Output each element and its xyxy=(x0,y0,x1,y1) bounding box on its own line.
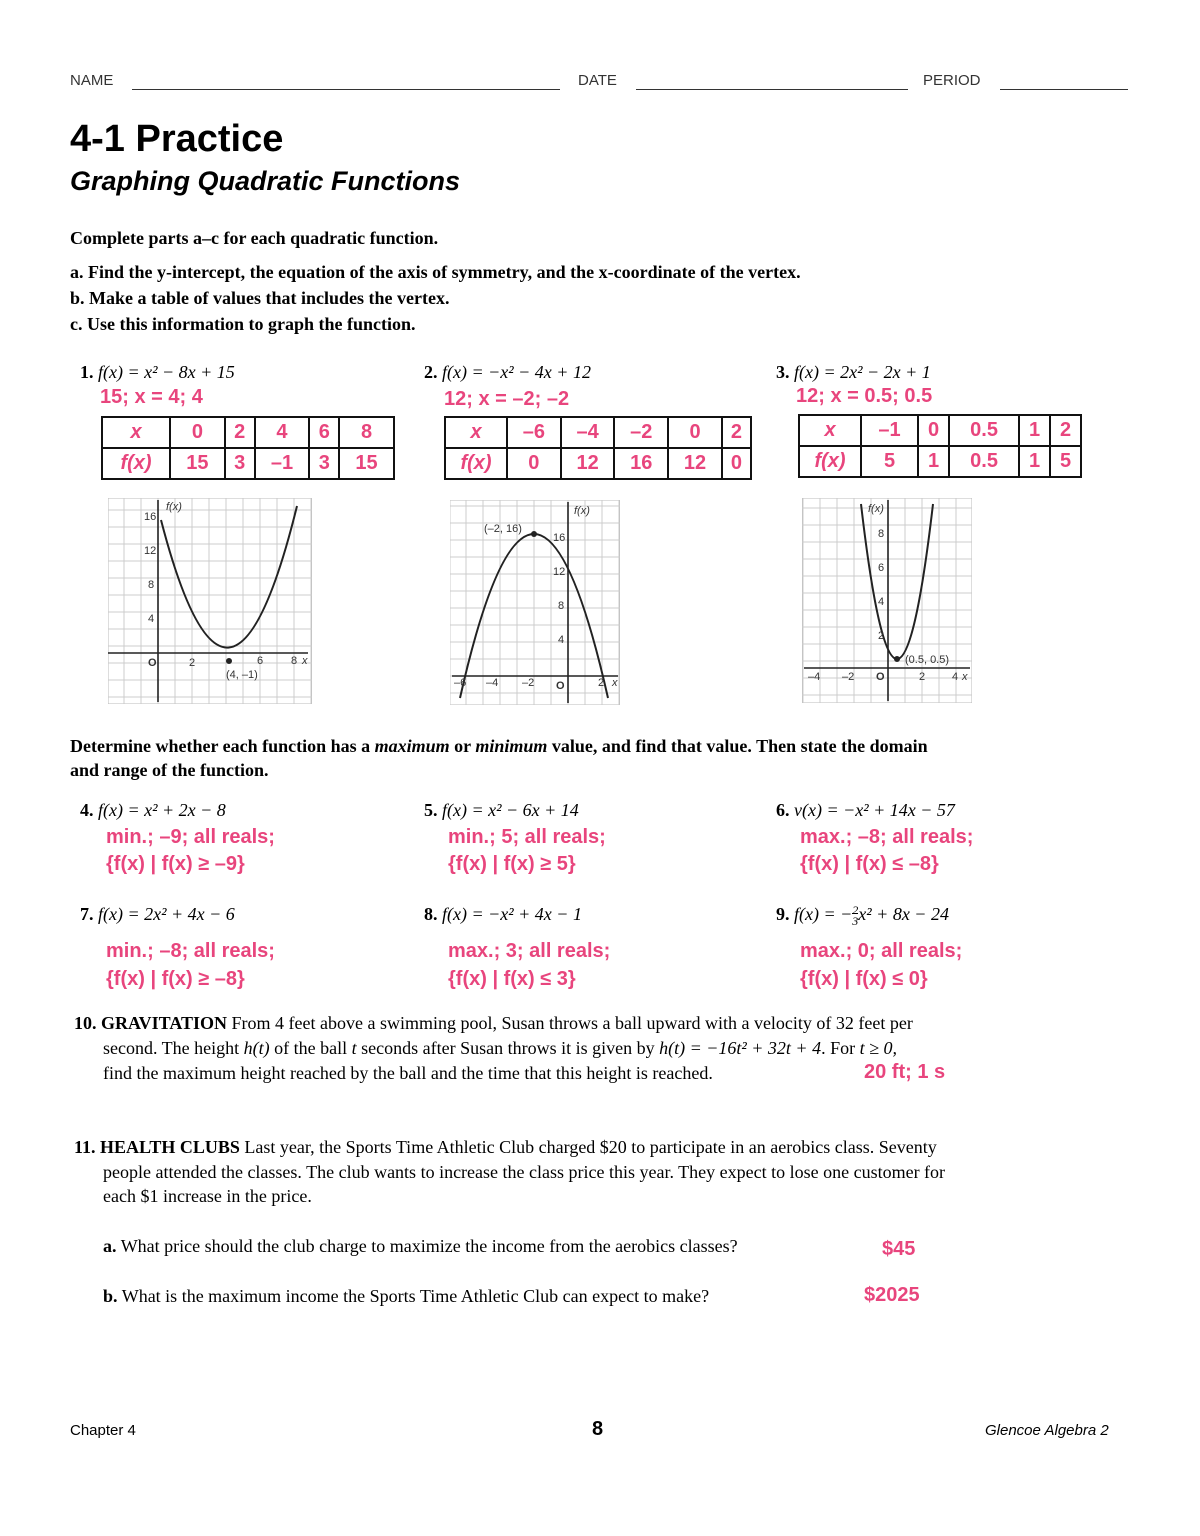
problem-10: 10. GRAVITATION From 4 feet above a swimming pool, Susan throws a ball upward with a velocity of 32 feet per xyxy=(74,1013,913,1033)
instructions-b: b. Make a table of values that includes the vertex. xyxy=(70,288,450,308)
section2-instructions-line2: and range of the function. xyxy=(70,760,269,780)
problem-7: 7. f(x) = 2x² + 4x − 6 xyxy=(80,904,235,924)
g3-tick-8: 8 xyxy=(878,528,885,540)
date-line[interactable] xyxy=(636,89,908,90)
problem-10-line3: find the maximum height reached by the ball and the time that this height is reached. xyxy=(103,1063,713,1083)
g3-tick-4: 4 xyxy=(878,596,885,608)
instructions-c: c. Use this information to graph the function. xyxy=(70,314,416,334)
period-line[interactable] xyxy=(1000,89,1128,90)
g2-tick-x-4: –4 xyxy=(486,677,499,689)
g2-x-label: x xyxy=(612,677,618,689)
problem-10-line2: second. The height h(t) of the ball t seconds after Susan throws it is given by h(t) = −16t² + 32t + 4. For t ≥ 0, xyxy=(103,1038,897,1058)
problem-11b: b. What is the maximum income the Sports Time Athletic Club can expect to make? xyxy=(103,1286,710,1306)
problem-11-line2: people attended the classes. The club wants to increase the class price this year. They expect to lose one customer for xyxy=(103,1162,946,1182)
problem-8: 8. f(x) = −x² + 4x − 1 xyxy=(424,904,582,924)
g3-x-label: x xyxy=(962,671,968,683)
problem-10-answer: 20 ft; 1 s xyxy=(864,1061,946,1083)
problem-7-answer-1: min.; –8; all reals; xyxy=(106,940,275,962)
g3-tick-x4: 4 xyxy=(952,671,959,683)
g3-y-label: f(x) xyxy=(868,503,884,515)
problem-8-answer-1: max.; 3; all reals; xyxy=(448,940,611,962)
problem-9: 9. f(x) = −2 3x² + 8x − 24 xyxy=(776,902,949,928)
problem-5-answer-1: min.; 5; all reals; xyxy=(448,826,606,848)
g3-origin: O xyxy=(876,671,885,683)
g2-tick-16: 16 xyxy=(553,532,566,544)
g3-tick-x2: 2 xyxy=(919,671,926,683)
g3-tick-6: 6 xyxy=(878,562,885,574)
page-subtitle: Graphing Quadratic Functions xyxy=(70,166,461,196)
g2-tick-x2: 2 xyxy=(598,677,605,689)
problem-9-answer-1: max.; 0; all reals; xyxy=(800,940,963,962)
problem-5-answer-2: {f(x) | f(x) ≥ 5} xyxy=(448,853,576,875)
problem-11a: a. What price should the club charge to maximize the income from the aerobics classes? xyxy=(103,1236,738,1256)
footer-page-number: 8 xyxy=(592,1418,604,1440)
g2-tick-x-6: –6 xyxy=(454,677,467,689)
problem-4-answer-2: {f(x) | f(x) ≥ –9} xyxy=(106,853,245,875)
problem-3: 3. f(x) = 2x² − 2x + 1 xyxy=(776,362,931,382)
problem-8-answer-2: {f(x) | f(x) ≤ 3} xyxy=(448,968,576,990)
problem-4-answer-1: min.; –9; all reals; xyxy=(106,826,275,848)
g3-tick-x-2: –2 xyxy=(842,671,855,683)
problem-2-answer: 12; x = –2; –2 xyxy=(444,388,570,410)
g1-tick-x2: 2 xyxy=(189,657,196,669)
problem-1: 1. f(x) = x² − 8x + 15 xyxy=(80,362,235,382)
g1-origin: O xyxy=(148,657,157,669)
problem-2: 2. f(x) = −x² − 4x + 12 xyxy=(424,362,591,382)
name-line[interactable] xyxy=(132,89,560,90)
g1-tick-4: 4 xyxy=(148,613,155,625)
instructions-a: a. Find the y-intercept, the equation of the axis of symmetry, and the x-coordinate of the vertex. xyxy=(70,262,801,282)
problem-9-answer-2: {f(x) | f(x) ≤ 0} xyxy=(800,968,928,990)
g1-tick-x8: 8 xyxy=(291,655,298,667)
g2-y-label: f(x) xyxy=(574,505,590,517)
instructions-line1: Complete parts a–c for each quadratic function. xyxy=(70,228,439,248)
page-title: 4-1 Practice xyxy=(70,118,284,160)
g2-tick-8: 8 xyxy=(558,600,565,612)
problem-6: 6. v(x) = −x² + 14x − 57 xyxy=(776,800,955,820)
problem-3-graph xyxy=(802,498,972,703)
problem-6-answer-1: max.; –8; all reals; xyxy=(800,826,974,848)
footer-book: Glencoe Algebra 2 xyxy=(985,1422,1109,1439)
problem-11a-answer: $45 xyxy=(882,1238,916,1260)
g1-tick-12: 12 xyxy=(144,545,157,557)
g1-y-label: f(x) xyxy=(166,501,182,513)
g2-tick-x-2: –2 xyxy=(522,677,535,689)
problem-3-answer: 12; x = 0.5; 0.5 xyxy=(796,385,933,407)
problem-6-answer-2: {f(x) | f(x) ≤ –8} xyxy=(800,853,939,875)
problem-3-table: x –1 0 0.5 1 2 f(x) 5 1 0.5 1 5 xyxy=(798,414,1082,478)
problem-1-answer: 15; x = 4; 4 xyxy=(100,386,203,408)
period-label: PERIOD xyxy=(923,72,981,89)
g1-tick-x6: 6 xyxy=(257,655,264,667)
section2-instructions: Determine whether each function has a maximum or minimum value, and find that value. Then state the domain xyxy=(70,736,928,756)
g3-vertex-label: (0.5, 0.5) xyxy=(905,654,950,666)
name-label: NAME xyxy=(70,72,114,89)
g2-vertex-label: (–2, 16) xyxy=(484,523,522,535)
g1-tick-16: 16 xyxy=(144,511,157,523)
problem-11-line3: each $1 increase in the price. xyxy=(103,1186,312,1206)
problem-11: 11. HEALTH CLUBS Last year, the Sports Time Athletic Club charged $20 to participate in an aerobics class. Seventy xyxy=(74,1137,937,1157)
problem-1-graph xyxy=(108,498,312,704)
g2-origin: O xyxy=(556,680,565,692)
g2-tick-12: 12 xyxy=(553,566,566,578)
problem-2-table: x –6 –4 –2 0 2 f(x) 0 12 16 12 0 xyxy=(444,416,752,480)
g3-tick-x-4: –4 xyxy=(808,671,821,683)
date-label: DATE xyxy=(578,72,617,89)
problem-7-answer-2: {f(x) | f(x) ≥ –8} xyxy=(106,968,245,990)
problem-11b-answer: $2025 xyxy=(864,1284,920,1306)
footer-chapter: Chapter 4 xyxy=(70,1422,136,1439)
problem-5: 5. f(x) = x² − 6x + 14 xyxy=(424,800,579,820)
g3-tick-2: 2 xyxy=(878,630,885,642)
g1-x-label: x xyxy=(302,655,308,667)
g1-tick-8: 8 xyxy=(148,579,155,591)
g2-tick-4: 4 xyxy=(558,634,565,646)
g1-vertex-label: (4, –1) xyxy=(226,669,258,681)
problem-4: 4. f(x) = x² + 2x − 8 xyxy=(80,800,226,820)
problem-2-graph xyxy=(450,500,620,705)
problem-1-table: x 0 2 4 6 8 f(x) 15 3 –1 3 15 xyxy=(101,416,395,480)
